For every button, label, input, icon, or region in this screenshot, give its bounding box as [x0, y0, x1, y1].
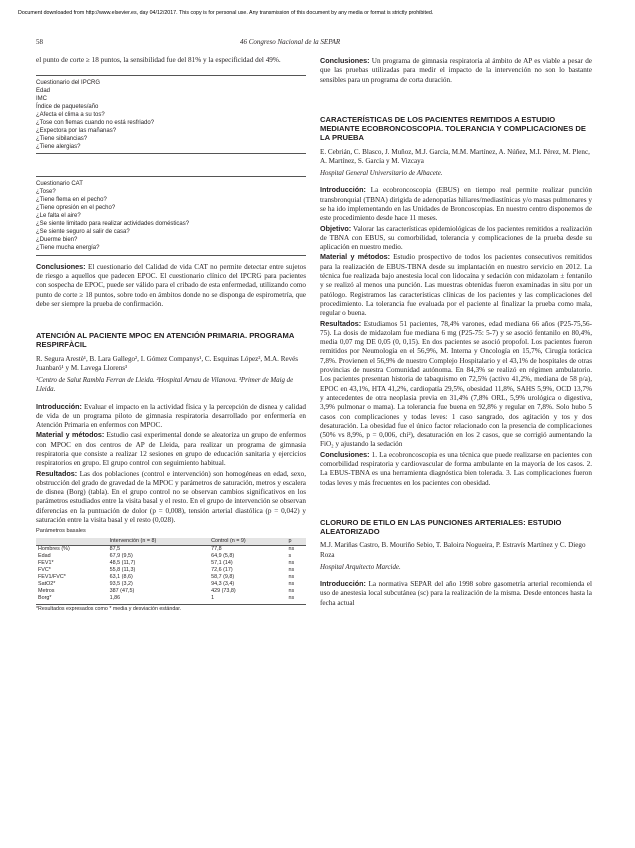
table-cell: FEV1* — [38, 559, 54, 566]
ipcrg-questionnaire-box — [36, 75, 306, 154]
intro-text: el punto de corte ≥ 18 puntos, la sensibilidad fue del 81% y la especificidad del 49%. — [36, 56, 281, 64]
article-affiliations: Hospital Arquitecto Marcide. — [320, 563, 401, 571]
table-header-cell — [36, 538, 108, 546]
section-text: 1. La ecobroncoscopia es una técnica que puede realizarse en pacientes con comorbilidad respiratoria y cardiovascular de forma ambulante en la mayoría de los casos. 2. La EBUS-TBNA es una herramienta diagnóstica bien tolerada. 3. Las complicaciones fueron todas leves y más frecuentes en los pacientes con obesidad. — [320, 450, 592, 487]
section-text: El cuestionario del Calidad de vida CAT no permite detectar entre sujetos de riesgo a aquellos que padecen EPOC. El cuestionario clínico del IPCRG para pacientes con sospecha de EPOC, puede ser válido para el cribado de esta enfermedad, utilizando como punto de corte ≥ 18 puntos, sobre todo en ámbitos donde no se disponga de espirometría, que debe ser siempre la prueba de confirmación. — [36, 262, 306, 308]
section-text: Evaluar el impacto en la actividad física y la percepción de disnea y calidad de vida de un programa piloto de gimnasia respiratoria desarrollado por enfermería en Atención Primaria en enfermos con MPOC. — [36, 402, 306, 430]
cat-questionnaire-box — [36, 176, 306, 255]
table-row — [36, 567, 306, 574]
section-label: Resultados: — [36, 468, 78, 478]
table-cell: Edad — [38, 552, 51, 559]
table-cell: Metros — [38, 588, 55, 595]
questionnaire-line: Índice de paquetes/año — [36, 104, 99, 111]
running-head: 46 Congreso Nacional de la SEPAR — [240, 38, 341, 46]
right-column — [320, 56, 592, 608]
table-cell: ns — [288, 581, 295, 588]
section-text: Un programa de gimnasia respiratoria al ámbito de AP es viable a pesar de que las pruebas utilizadas para medir el impacto de la intervención no son lo bastante sensibles para un programa de corta duración. — [320, 57, 592, 84]
table-cell: 63,1 (8,6) — [109, 574, 133, 581]
article-title: CARACTERÍSTICAS DE LOS PACIENTES REMITIDOS A ESTUDIO MEDIANTE ECOBRONCOSCOPIA. TOLERANCIA Y COMPLICACIONES DE LA PRUEBA — [320, 114, 586, 143]
table-cell: ns — [288, 595, 295, 602]
table-cell: 1 — [211, 595, 215, 602]
article-title: CLORURO DE ETILO EN LAS PUNCIONES ARTERIALES: ESTUDIO ALEATORIZADO — [320, 517, 562, 537]
table-cell: 429 (73,8) — [211, 588, 236, 595]
table-row — [36, 560, 306, 567]
table-cell: Hombres (%) — [36, 545, 108, 553]
questionnaire-line: Cuestionario CAT — [36, 181, 83, 188]
section-label: Introducción: — [320, 579, 366, 589]
article-affiliations: ¹Centro de Salut Rambla Ferran de Lleida. ²Hospital Arnau de Vilanova. ³Primer de Maig de Lleida. — [36, 377, 294, 394]
article-authors: R. Segura Arestè¹, B. Lara Gallego², I. Gómez Companys¹, C. Esquinas López², M.A. Revés Juanbaró¹ y M. Lavega Llorens³ — [36, 354, 299, 372]
questionnaire-line: Edad — [36, 88, 51, 95]
section-label: Conclusiones: — [320, 56, 370, 65]
table-row — [36, 574, 306, 581]
article-mpoc — [36, 331, 306, 614]
questionnaire-line: ¿Tose con flemas cuando no está resfriado? — [36, 119, 155, 126]
section-text: La normativa SEPAR del año 1998 sobre gasometría arterial recomienda el uso de anestesia local subcutánea (sc) para la realización de la misma. Desde entonces hasta la fecha actual — [320, 580, 592, 607]
questionnaire-line: ¿Duerme bien? — [36, 236, 78, 243]
table-cell: FEV1/FVC* — [38, 574, 66, 581]
baseline-parameters-table — [36, 538, 306, 603]
article-ebus — [320, 115, 592, 488]
table-header-cell: Intervención (n = 8) — [108, 538, 209, 546]
section-label: Introducción: — [320, 185, 366, 195]
article-affiliations: Hospital General Universitario de Albacete. — [320, 170, 443, 178]
table-cell: 57,1 (14) — [211, 559, 233, 566]
table-cell: ns — [288, 574, 295, 581]
questionnaire-line: ¿Tiene alergias? — [36, 143, 81, 150]
article-authors: E. Cebrián, C. Blasco, J. Muñoz, M.J. García, M.M. Martínez, A. Núñez, M.I. Pérez, M. Plenc, A. Martínez, S. García y M. Vizcaya — [320, 147, 590, 165]
questionnaire-line: ¿Expectora por las mañanas? — [36, 127, 117, 134]
section-text: Estudio casi experimental donde se aleatoriza un grupo de enfermos con MPOC en dos centros de AP de Lleida, para realizar un programa de gimnasia respiratoria que consiste a realizar 12 sesiones en grupo de educación sanitaria y ejercicios respiratorios en grupo. El grupo control con seguimiento habitual. — [36, 431, 307, 468]
questionnaire-line: IMC — [36, 96, 47, 103]
section-text: Las dos poblaciones (control e intervención) son homogéneas en edad, sexo, obstrucción del grado de gravedad de la MPOC y parámetros de saturación, metros y escalera de disnea (Borg) (tabla). En el grupo control no se observan cambios significativos en los parámetros estudiados entre la visita basal y el resto. En el grupo de intervención se observan diferencias en la puntuación de dolor (p = 0,008), tensión arterial diastólica (p = 0,042) y saturación entre la visita basal y el resto (0,028). — [36, 469, 306, 525]
section-text: Valorar las características epidemiológicas de los pacientes remitidos a realización de TBNA con EBUS, su comorbilidad, tolerancia y complicaciones de la prueba desde su aplicación en nuestro medio. — [320, 224, 592, 252]
section-label: Conclusiones: — [320, 449, 370, 459]
questionnaire-line: ¿Le falta el aire? — [36, 213, 81, 220]
article-authors: M.J. Mariñas Castro, B. Mouriño Sebio, T. Baloira Nogueira, P. Estravís Martínez y C. Diego Roza — [320, 541, 586, 559]
table-row — [36, 545, 306, 553]
section-label: Objetivo: — [320, 223, 352, 233]
questionnaire-line: ¿Tiene opresión en el pecho? — [36, 205, 116, 212]
table-cell: 94,3 (3,4) — [211, 581, 235, 588]
table-cell: 67,9 (9,5) — [109, 552, 133, 559]
results-paragraph — [36, 469, 306, 526]
questionnaire-line: ¿Tiene sibilancias? — [36, 135, 88, 142]
table-row — [36, 588, 306, 595]
questionnaire-line: ¿Afecta el clima a su tos? — [36, 111, 105, 118]
questionnaire-line: ¿Tiene flema en el pecho? — [36, 197, 107, 204]
questionnaire-line: Cuestionario del IPCRG — [36, 80, 101, 87]
table-cell: SatO2* — [38, 581, 56, 588]
section-text: Estudiamos 51 pacientes, 78,4% varones, edad mediana 66 años (P25-75,56-75). La dosis de midazolam fue mediana 6 mg (P25-75: 5-7) y se asoció fentanilo en 80,4%, media 0,07 mg DE 0,05 (0, 0,15). En dos pacientes se asoció propofol. Los pacientes fueron remitidos por Neumología en el 56,9%, M. Interna y Oncología en 15,7%, Cirugía torácica 7,8%. Provienen el 56,9% de nuestro Complejo Hospitalario y el 43,1% de hospitales de otras provincias de nuestra Comunidad autónoma. En 84,3% se realizó en régimen ambulatorio. Los pacientes presentan historia de tabaquismo en 72,5% (activo 41,2%, mediana de 58 p/a), EPOC en 43,1%, HTA 41,2%, cardiopatía 29,5%, obesidad 11,8%, SAHS 5,9%, OCD 13,7% y antecedentes de otra neoplasia previa en 31,4% (7,8% ORL, 5,9% urológica o digestiva, 3,9% pulmonar o mama). La tolerancia fue buena en 92,8% y regular en 7,8%. Solo hubo 5 casos con complicaciones y todas leves: 1 caso sangrado, dos agitación y tos y dos desaturación. La obesidad fue el único factor relacionado con la presencia de complicaciones (50% vs 8,9%, p = 0,006, chi²), desaturación en los 2 casos, que se corrigió aumentando la FiO₂ y ajustando la sedación — [320, 319, 592, 449]
intro-paragraph — [320, 185, 592, 223]
page-number: 58 — [36, 38, 43, 46]
table-cell: 58,7 (9,8) — [211, 574, 235, 581]
table-cell: 93,5 (3,2) — [109, 581, 133, 588]
table-cell: 48,5 (11,7) — [109, 559, 136, 566]
section-label: Material y métodos: — [320, 252, 391, 262]
methods-paragraph — [36, 430, 306, 468]
questionnaire-line: ¿Tose? — [36, 189, 56, 196]
table-header-cell: Control (n = 9) — [209, 538, 286, 546]
article-title: ATENCIÓN AL PACIENTE MPOC EN ATENCIÓN PRIMARIA. PROGRAMA RESPIRFÀCIL — [36, 331, 295, 350]
questionnaire-line: ¿Tiene mucha energía? — [36, 244, 100, 251]
conclusions-paragraph — [36, 262, 306, 309]
table-cell: ns — [287, 545, 306, 553]
objective-paragraph — [320, 224, 592, 253]
table-cell: 64,9 (5,8) — [211, 552, 235, 559]
table-cell: 55,8 (11,3) — [109, 567, 136, 574]
left-column — [36, 56, 306, 614]
table-row — [36, 581, 306, 588]
section-text: Estudio prospectivo de todos los pacientes consecutivos remitidos para la realización de EBUS-TBNA desde su implantación en nuestro servicio en 2012. La técnica fue realizada bajo anestesia local con lidocaína y sedación con midazolam ± fentanilo y se realizó al menos una punción. Las muestras obtenidas fueron examinadas in situ por un patólogo. Registramos las características clínicas de los pacientes y las complicaciones del procedimiento. La tolerancia fue evaluada por el paciente al finalizar la prueba como mala, regular o buena. — [320, 253, 592, 318]
table-cell: 72,6 (17) — [211, 567, 233, 574]
methods-paragraph — [320, 252, 592, 318]
table-caption: Parámetros basales — [36, 528, 86, 535]
table-cell: 1,86 — [109, 595, 121, 602]
table-cell: ns — [288, 567, 295, 574]
conclusions-paragraph — [320, 56, 592, 85]
download-notice: Document downloaded from http://www.elsevier.es, day 04/12/2017. This copy is for personal use. Any transmission of this document by any media or format is strictly prohibited. — [18, 10, 434, 16]
conclusions-paragraph — [320, 450, 592, 488]
section-label: Material y métodos: — [36, 430, 105, 440]
table-cell: s — [288, 552, 292, 559]
table-header-row — [36, 538, 306, 546]
table-header-cell: p — [287, 538, 306, 546]
table-row — [36, 595, 306, 602]
section-label: Resultados: — [320, 318, 362, 328]
table-cell: 77,8 — [209, 545, 286, 553]
section-text: La ecobroncoscopia (EBUS) en tiempo real permite realizar punción transbronquial (TBNA) dirigida de adenopatías hiliares/mediastínicas y/o masas pulmonares y se ha ido implementando en las Unidades de Broncoscopias. En nuestro centro disponemos de este procedimiento desde hace 11 meses. — [320, 186, 592, 223]
questionnaire-line: ¿Se siente seguro al salir de casa? — [36, 228, 130, 235]
table-row — [36, 553, 306, 560]
article-ethyl-chloride — [320, 518, 592, 608]
intro-paragraph — [320, 579, 592, 608]
table-cell: 87,5 — [108, 545, 209, 553]
table-footnote: *Resultados expresados como * media y desviación estándar. — [36, 604, 306, 614]
section-label: Introducción: — [36, 401, 82, 411]
section-label: Conclusiones: — [36, 261, 86, 271]
questionnaire-line: ¿Se siente limitado para realizar actividades domésticas? — [36, 220, 190, 227]
intro-paragraph — [36, 402, 306, 431]
table-cell: ns — [288, 559, 295, 566]
table-cell: ns — [288, 588, 295, 595]
table-cell: Borg* — [38, 595, 52, 602]
results-paragraph — [320, 319, 592, 450]
table-cell: 387 (47,5) — [109, 588, 135, 595]
table-cell: FVC* — [38, 567, 51, 574]
